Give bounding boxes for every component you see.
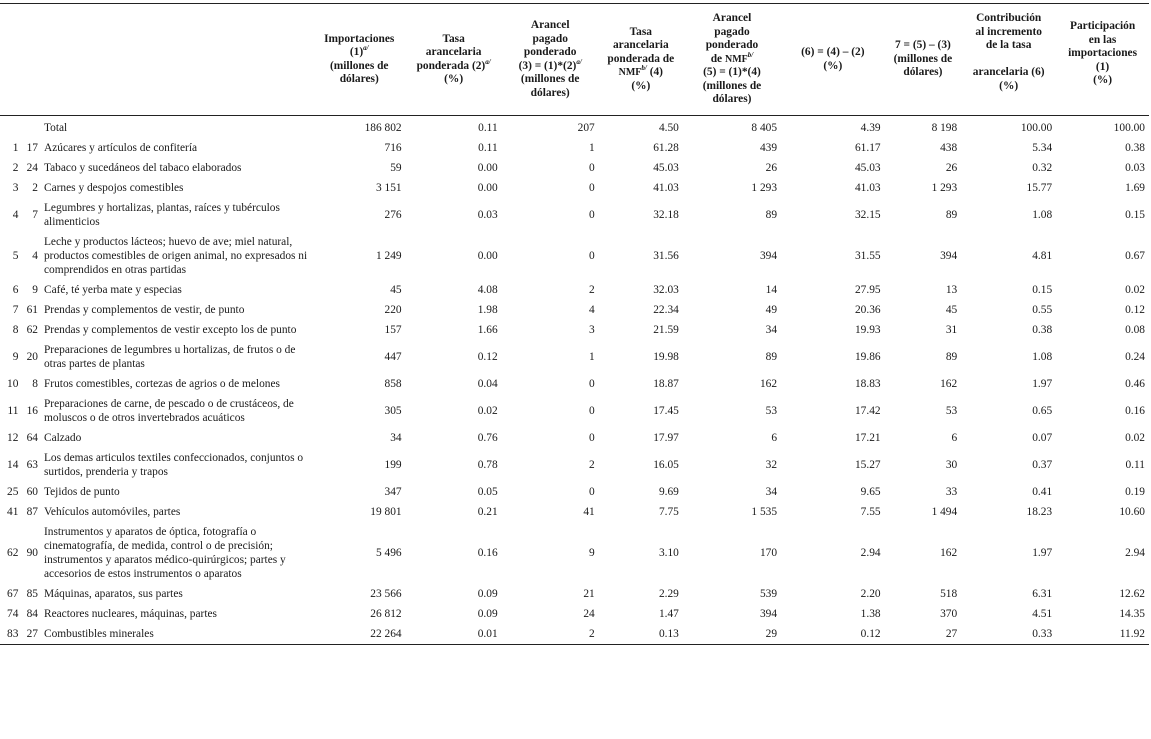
row-imports: 447 [384, 350, 402, 363]
row-weighted-rate: 0.03 [477, 208, 498, 221]
table-row [0, 482, 1149, 502]
row-contribution: 18.23 [1026, 505, 1053, 518]
table-row [0, 320, 1149, 340]
row-share: 0.02 [1125, 431, 1145, 444]
row-contribution: 0.41 [1032, 485, 1053, 498]
row-weighted-rate: 0.01 [406, 624, 502, 645]
row-description: Prendas y complementos de vestir excepto los de punto [43, 324, 297, 336]
header-amount-difference: 7 = (5) – (3) (millones de dólares) [885, 4, 962, 116]
row-description: Instrumentos y aparatos de óptica, fotografía o cinematografía, de medida, control o de precisión; instrumentos y aparatos médico-quirúrgicos; partes y accesorios de estos instrumentos o aparatos [43, 526, 286, 580]
row-tariff-paid: 24 [583, 607, 595, 620]
row-description: Máquinas, aparatos, sus partes [43, 588, 183, 600]
row-description: Combustibles minerales [41, 624, 313, 645]
row-tariff-paid: 2 [589, 283, 595, 296]
row-description: Calzado [43, 432, 82, 444]
row-description: Legumbres y hortalizas, plantas, raíces y tubérculos alimenticios [43, 202, 280, 228]
row-rank: 74 [7, 607, 19, 620]
row-rate-difference: 45.03 [854, 161, 881, 174]
row-amount-difference: 394 [940, 249, 958, 262]
row-amount-difference: 518 [940, 587, 958, 600]
row-weighted-rate: 1.66 [477, 323, 498, 336]
row-chapter: 60 [26, 485, 38, 498]
row-share: 0.15 [1125, 208, 1145, 221]
row-nmf-tariff-paid: 34 [765, 323, 778, 336]
row-weighted-rate: 1.98 [477, 303, 498, 316]
row-weighted-rate: 0.16 [477, 546, 498, 559]
row-imports: 347 [384, 485, 402, 498]
row-amount-difference: 89 [945, 350, 958, 363]
row-share: 0.12 [1125, 303, 1145, 316]
row-rate-difference: 31.55 [854, 249, 881, 262]
row-rank: 8 [12, 323, 19, 336]
row-share: 0.19 [1125, 485, 1145, 498]
row-chapter: 63 [26, 458, 38, 471]
row-rate-difference: 27.95 [854, 283, 881, 296]
row-contribution: 0.37 [1032, 458, 1053, 471]
row-contribution: 1.08 [1032, 350, 1053, 363]
row-chapter: 16 [26, 404, 38, 417]
row-rate-difference: 7.55 [860, 505, 881, 518]
row-rate-difference: 17.21 [854, 431, 881, 444]
row-tariff-paid: 0 [589, 161, 595, 174]
row-nmf-rate: 9.69 [658, 485, 679, 498]
row-nmf-rate: 1.47 [658, 607, 679, 620]
table-row [0, 604, 1149, 624]
row-contribution: 0.33 [961, 624, 1056, 645]
row-tariff-paid: 4 [589, 303, 595, 316]
table-row [0, 300, 1149, 320]
row-amount-difference: 162 [940, 377, 958, 390]
row-tariff-paid: 0 [589, 485, 595, 498]
row-rank: 14 [7, 458, 19, 471]
row-tariff-paid: 0 [589, 431, 595, 444]
row-description: Azúcares y artículos de confitería [43, 142, 198, 154]
row-imports: 5 496 [375, 546, 402, 559]
row-rate-difference: 0.12 [781, 624, 885, 645]
row-description: Tejidos de punto [43, 486, 120, 498]
row-contribution: 5.34 [1032, 141, 1053, 154]
row-rate-difference: 2.94 [860, 546, 881, 559]
row-chapter: 64 [26, 431, 38, 444]
row-nmf-rate: 21.59 [653, 323, 679, 336]
row-contribution: 4.81 [1032, 249, 1053, 262]
row-weighted-rate: 0.00 [477, 249, 498, 262]
row-weighted-rate: 0.00 [477, 181, 498, 194]
row-rank: 7 [12, 303, 19, 316]
row-contribution: 4.51 [1032, 607, 1053, 620]
row-share: 10.60 [1119, 505, 1145, 518]
table-row [0, 280, 1149, 300]
row-nmf-rate: 2.29 [658, 587, 679, 600]
row-amount-difference: 438 [940, 141, 958, 154]
row-chapter: 27 [19, 624, 41, 645]
row-rank: 5 [12, 249, 19, 262]
row-nmf-tariff-paid: 394 [759, 249, 778, 262]
header-description [41, 4, 313, 116]
row-nmf-rate: 4.50 [658, 121, 679, 134]
row-imports: 305 [384, 404, 402, 417]
row-chapter: 2 [32, 181, 38, 194]
row-tariff-paid: 1 [589, 141, 595, 154]
row-share: 0.38 [1125, 141, 1145, 154]
row-nmf-rate: 31.56 [653, 249, 679, 262]
row-tariff-paid: 207 [577, 121, 595, 134]
row-description: Preparaciones de legumbres u hortalizas, de frutos o de otras partes de plantas [43, 344, 296, 370]
row-nmf-tariff-paid: 1 535 [751, 505, 778, 518]
row-share: 0.08 [1125, 323, 1145, 336]
table-row [0, 584, 1149, 604]
row-nmf-rate: 61.28 [653, 141, 679, 154]
row-tariff-paid: 2 [502, 624, 599, 645]
row-description: Los demas articulos textiles confeccionados, conjuntos o surtidos, prenderia y trapos [43, 452, 304, 478]
row-imports: 220 [384, 303, 402, 316]
table-row [0, 502, 1149, 522]
row-nmf-rate: 32.18 [653, 208, 679, 221]
row-contribution: 0.65 [1032, 404, 1053, 417]
header-share: Participación en las importaciones (1) (%) [1056, 4, 1149, 116]
row-imports: 45 [390, 283, 402, 296]
row-nmf-tariff-paid: 32 [765, 458, 778, 471]
row-chapter: 4 [32, 249, 38, 262]
row-weighted-rate: 0.04 [477, 377, 498, 390]
row-rank: 67 [7, 587, 19, 600]
row-contribution: 0.55 [1032, 303, 1053, 316]
row-description: Prendas y complementos de vestir, de punto [43, 304, 245, 316]
table-row [0, 522, 1149, 584]
header-weighted-rate: Tasa arancelaria ponderada $(2)^{a/}$ (%) [406, 4, 502, 116]
row-nmf-tariff-paid: 89 [765, 350, 778, 363]
row-nmf-rate: 41.03 [653, 181, 679, 194]
row-tariff-paid: 2 [589, 458, 595, 471]
row-contribution: 1.97 [1032, 546, 1053, 559]
row-description: Tabaco y sucedáneos del tabaco elaborados [43, 162, 242, 174]
row-nmf-tariff-paid: 26 [765, 161, 778, 174]
row-imports: 26 812 [370, 607, 402, 620]
row-nmf-tariff-paid: 170 [759, 546, 778, 559]
row-rate-difference: 19.86 [854, 350, 881, 363]
row-share: 2.94 [1125, 546, 1145, 559]
row-rate-difference: 9.65 [860, 485, 881, 498]
row-nmf-tariff-paid: 394 [759, 607, 778, 620]
row-tariff-paid: 0 [589, 181, 595, 194]
row-share: 0.16 [1125, 404, 1145, 417]
table-row [0, 374, 1149, 394]
row-nmf-rate: 0.13 [599, 624, 683, 645]
row-amount-difference: 26 [945, 161, 958, 174]
row-chapter: 20 [26, 350, 38, 363]
row-weighted-rate: 0.76 [477, 431, 498, 444]
row-nmf-rate: 17.45 [653, 404, 679, 417]
row-weighted-rate: 0.11 [478, 141, 498, 154]
row-share: 11.92 [1056, 624, 1149, 645]
row-contribution: 0.15 [1032, 283, 1053, 296]
row-nmf-tariff-paid: 8 405 [751, 121, 778, 134]
row-share: 0.11 [1125, 458, 1145, 471]
row-rank: 3 [12, 181, 19, 194]
row-imports: 186 802 [364, 121, 402, 134]
row-imports: 716 [384, 141, 402, 154]
row-rate-difference: 19.93 [854, 323, 881, 336]
row-chapter: 84 [26, 607, 38, 620]
row-rank [0, 116, 19, 139]
table-row [0, 178, 1149, 198]
row-rank: 11 [7, 404, 19, 417]
row-description: Vehículos automóviles, partes [43, 506, 181, 518]
tariff-table [0, 3, 1149, 645]
row-amount-difference: 31 [945, 323, 958, 336]
row-contribution: 1.97 [1032, 377, 1053, 390]
row-share: 1.69 [1125, 181, 1145, 194]
row-chapter: 90 [26, 546, 38, 559]
row-imports: 157 [384, 323, 402, 336]
row-weighted-rate: 0.09 [477, 587, 498, 600]
row-nmf-rate: 19.98 [653, 350, 679, 363]
row-chapter: 17 [26, 141, 38, 154]
row-imports: 34 [390, 431, 402, 444]
row-rate-difference: 2.20 [860, 587, 881, 600]
row-chapter: 24 [26, 161, 38, 174]
row-rate-difference: 15.27 [854, 458, 881, 471]
table-row [0, 138, 1149, 158]
header-nmf-tariff-paid: Arancel pagado ponderado de $NMF^{b/}$ (5) = (1)*(4) (millones de dólares) [683, 4, 781, 116]
row-rank: 4 [12, 208, 19, 221]
table-row [0, 198, 1149, 232]
row-nmf-rate: 3.10 [658, 546, 679, 559]
row-imports: 22 264 [313, 624, 406, 645]
header-contribution: Contribución al incremento de la tasa arancelaria (6) (%) [961, 4, 1056, 116]
row-chapter [19, 116, 41, 139]
total-row [0, 116, 1149, 139]
row-rate-difference: 32.15 [854, 208, 881, 221]
row-amount-difference: 6 [951, 431, 958, 444]
row-rank: 62 [7, 546, 19, 559]
row-rate-difference: 20.36 [854, 303, 881, 316]
row-imports: 19 801 [370, 505, 402, 518]
row-chapter: 85 [26, 587, 38, 600]
row-nmf-tariff-paid: 14 [765, 283, 778, 296]
row-tariff-paid: 1 [589, 350, 595, 363]
row-amount-difference: 13 [945, 283, 958, 296]
row-share: 12.62 [1119, 587, 1145, 600]
row-amount-difference: 33 [945, 485, 958, 498]
row-weighted-rate: 0.78 [477, 458, 498, 471]
row-amount-difference: 162 [940, 546, 958, 559]
row-nmf-rate: 45.03 [653, 161, 679, 174]
row-share: 0.03 [1125, 161, 1145, 174]
header-nmf-rate: Tasa arancelaria ponderada de $NMF^{b/}$ (4) (%) [599, 4, 683, 116]
row-rank: 25 [7, 485, 19, 498]
row-rate-difference: 1.38 [860, 607, 881, 620]
row-amount-difference: 1 293 [931, 181, 958, 194]
row-amount-difference: 1 494 [931, 505, 958, 518]
row-nmf-tariff-paid: 1 293 [751, 181, 778, 194]
table-row [0, 448, 1149, 482]
row-imports: 23 566 [370, 587, 402, 600]
row-rank: 41 [7, 505, 19, 518]
row-tariff-paid: 0 [589, 249, 595, 262]
row-weighted-rate: 0.02 [477, 404, 498, 417]
row-nmf-tariff-paid: 539 [759, 587, 778, 600]
row-imports: 3 151 [375, 181, 402, 194]
header-rank [0, 4, 19, 116]
row-share: 0.24 [1125, 350, 1145, 363]
row-chapter: 9 [32, 283, 38, 296]
row-share: 0.67 [1125, 249, 1145, 262]
row-imports: 59 [390, 161, 402, 174]
row-share: 0.46 [1125, 377, 1145, 390]
row-nmf-tariff-paid: 6 [771, 431, 778, 444]
row-amount-difference: 30 [945, 458, 958, 471]
row-nmf-tariff-paid: 53 [765, 404, 778, 417]
row-description: Leche y productos lácteos; huevo de ave; miel natural, productos comestibles de origen animal, no expresados ni comprendidos en otras partidas [43, 236, 308, 276]
row-rate-difference: 17.42 [854, 404, 881, 417]
header-imports: Importaciones $(1)^{a/}$ (millones de dólares) [313, 4, 406, 116]
row-rate-difference: 41.03 [854, 181, 881, 194]
row-contribution: 1.08 [1032, 208, 1053, 221]
row-rank: 12 [7, 431, 19, 444]
row-nmf-tariff-paid: 29 [683, 624, 781, 645]
row-contribution: 6.31 [1032, 587, 1053, 600]
row-rate-difference: 61.17 [854, 141, 881, 154]
row-rank: 10 [7, 377, 19, 390]
row-amount-difference: 8 198 [931, 121, 958, 134]
row-nmf-tariff-paid: 162 [759, 377, 778, 390]
row-contribution: 100.00 [1020, 121, 1053, 134]
table-row [0, 624, 1149, 645]
row-weighted-rate: 0.00 [477, 161, 498, 174]
row-tariff-paid: 21 [583, 587, 595, 600]
row-amount-difference: 89 [945, 208, 958, 221]
table-row [0, 340, 1149, 374]
table-body [0, 116, 1149, 645]
row-contribution: 0.38 [1032, 323, 1053, 336]
row-nmf-rate: 22.34 [653, 303, 679, 316]
row-rank: 2 [12, 161, 19, 174]
row-tariff-paid: 41 [583, 505, 595, 518]
row-rate-difference: 4.39 [860, 121, 881, 134]
row-rank: 9 [12, 350, 19, 363]
row-rank: 83 [0, 624, 19, 645]
header-tariff-paid: Arancel pagado ponderado $(3) = (1)*(2)^{a/}$ (millones de dólares) [502, 4, 599, 116]
table-row [0, 428, 1149, 448]
row-share: 100.00 [1113, 121, 1145, 134]
row-rank: 6 [12, 283, 19, 296]
row-chapter: 62 [26, 323, 38, 336]
row-imports: 276 [384, 208, 402, 221]
row-rate-difference: 18.83 [854, 377, 881, 390]
row-imports: 858 [384, 377, 402, 390]
row-weighted-rate: 0.09 [477, 607, 498, 620]
row-description: Total [43, 122, 68, 134]
row-nmf-rate: 32.03 [653, 283, 679, 296]
row-imports: 1 249 [375, 249, 402, 262]
row-share: 14.35 [1119, 607, 1145, 620]
header-chapter [19, 4, 41, 116]
row-chapter: 7 [32, 208, 38, 221]
row-nmf-tariff-paid: 34 [765, 485, 778, 498]
row-nmf-rate: 17.97 [653, 431, 679, 444]
row-nmf-tariff-paid: 439 [759, 141, 778, 154]
row-nmf-tariff-paid: 89 [765, 208, 778, 221]
row-tariff-paid: 9 [589, 546, 595, 559]
table-row [0, 394, 1149, 428]
row-weighted-rate: 0.21 [477, 505, 498, 518]
row-tariff-paid: 0 [589, 377, 595, 390]
row-description: Carnes y despojos comestibles [43, 182, 184, 194]
row-chapter: 61 [26, 303, 38, 316]
header-rate-difference: (6) = (4) – (2) (%) [781, 4, 885, 116]
row-weighted-rate: 4.08 [477, 283, 498, 296]
row-weighted-rate: 0.11 [478, 121, 498, 134]
row-chapter: 87 [26, 505, 38, 518]
row-imports: 199 [384, 458, 402, 471]
row-amount-difference: 27 [885, 624, 962, 645]
row-nmf-rate: 16.05 [653, 458, 679, 471]
row-tariff-paid: 3 [589, 323, 595, 336]
row-tariff-paid: 0 [589, 208, 595, 221]
row-amount-difference: 53 [945, 404, 958, 417]
row-tariff-paid: 0 [589, 404, 595, 417]
table-row [0, 232, 1149, 280]
row-amount-difference: 45 [945, 303, 958, 316]
row-share: 0.02 [1125, 283, 1145, 296]
row-nmf-tariff-paid: 49 [765, 303, 778, 316]
row-contribution: 0.07 [1032, 431, 1053, 444]
row-description: Café, té yerba mate y especias [43, 284, 182, 296]
table-row [0, 158, 1149, 178]
row-contribution: 15.77 [1026, 181, 1053, 194]
row-description: Frutos comestibles, cortezas de agrios o de melones [43, 378, 280, 390]
row-amount-difference: 370 [940, 607, 958, 620]
row-description: Reactores nucleares, máquinas, partes [43, 608, 217, 620]
row-nmf-rate: 7.75 [658, 505, 679, 518]
row-chapter: 8 [32, 377, 38, 390]
row-weighted-rate: 0.05 [477, 485, 498, 498]
row-weighted-rate: 0.12 [477, 350, 498, 363]
row-rank: 1 [12, 141, 19, 154]
row-description: Preparaciones de carne, de pescado o de crustáceos, de moluscos o de otros invertebrados acuáticos [43, 398, 294, 424]
row-nmf-rate: 18.87 [653, 377, 679, 390]
header-row [0, 4, 1149, 116]
row-contribution: 0.32 [1032, 161, 1053, 174]
